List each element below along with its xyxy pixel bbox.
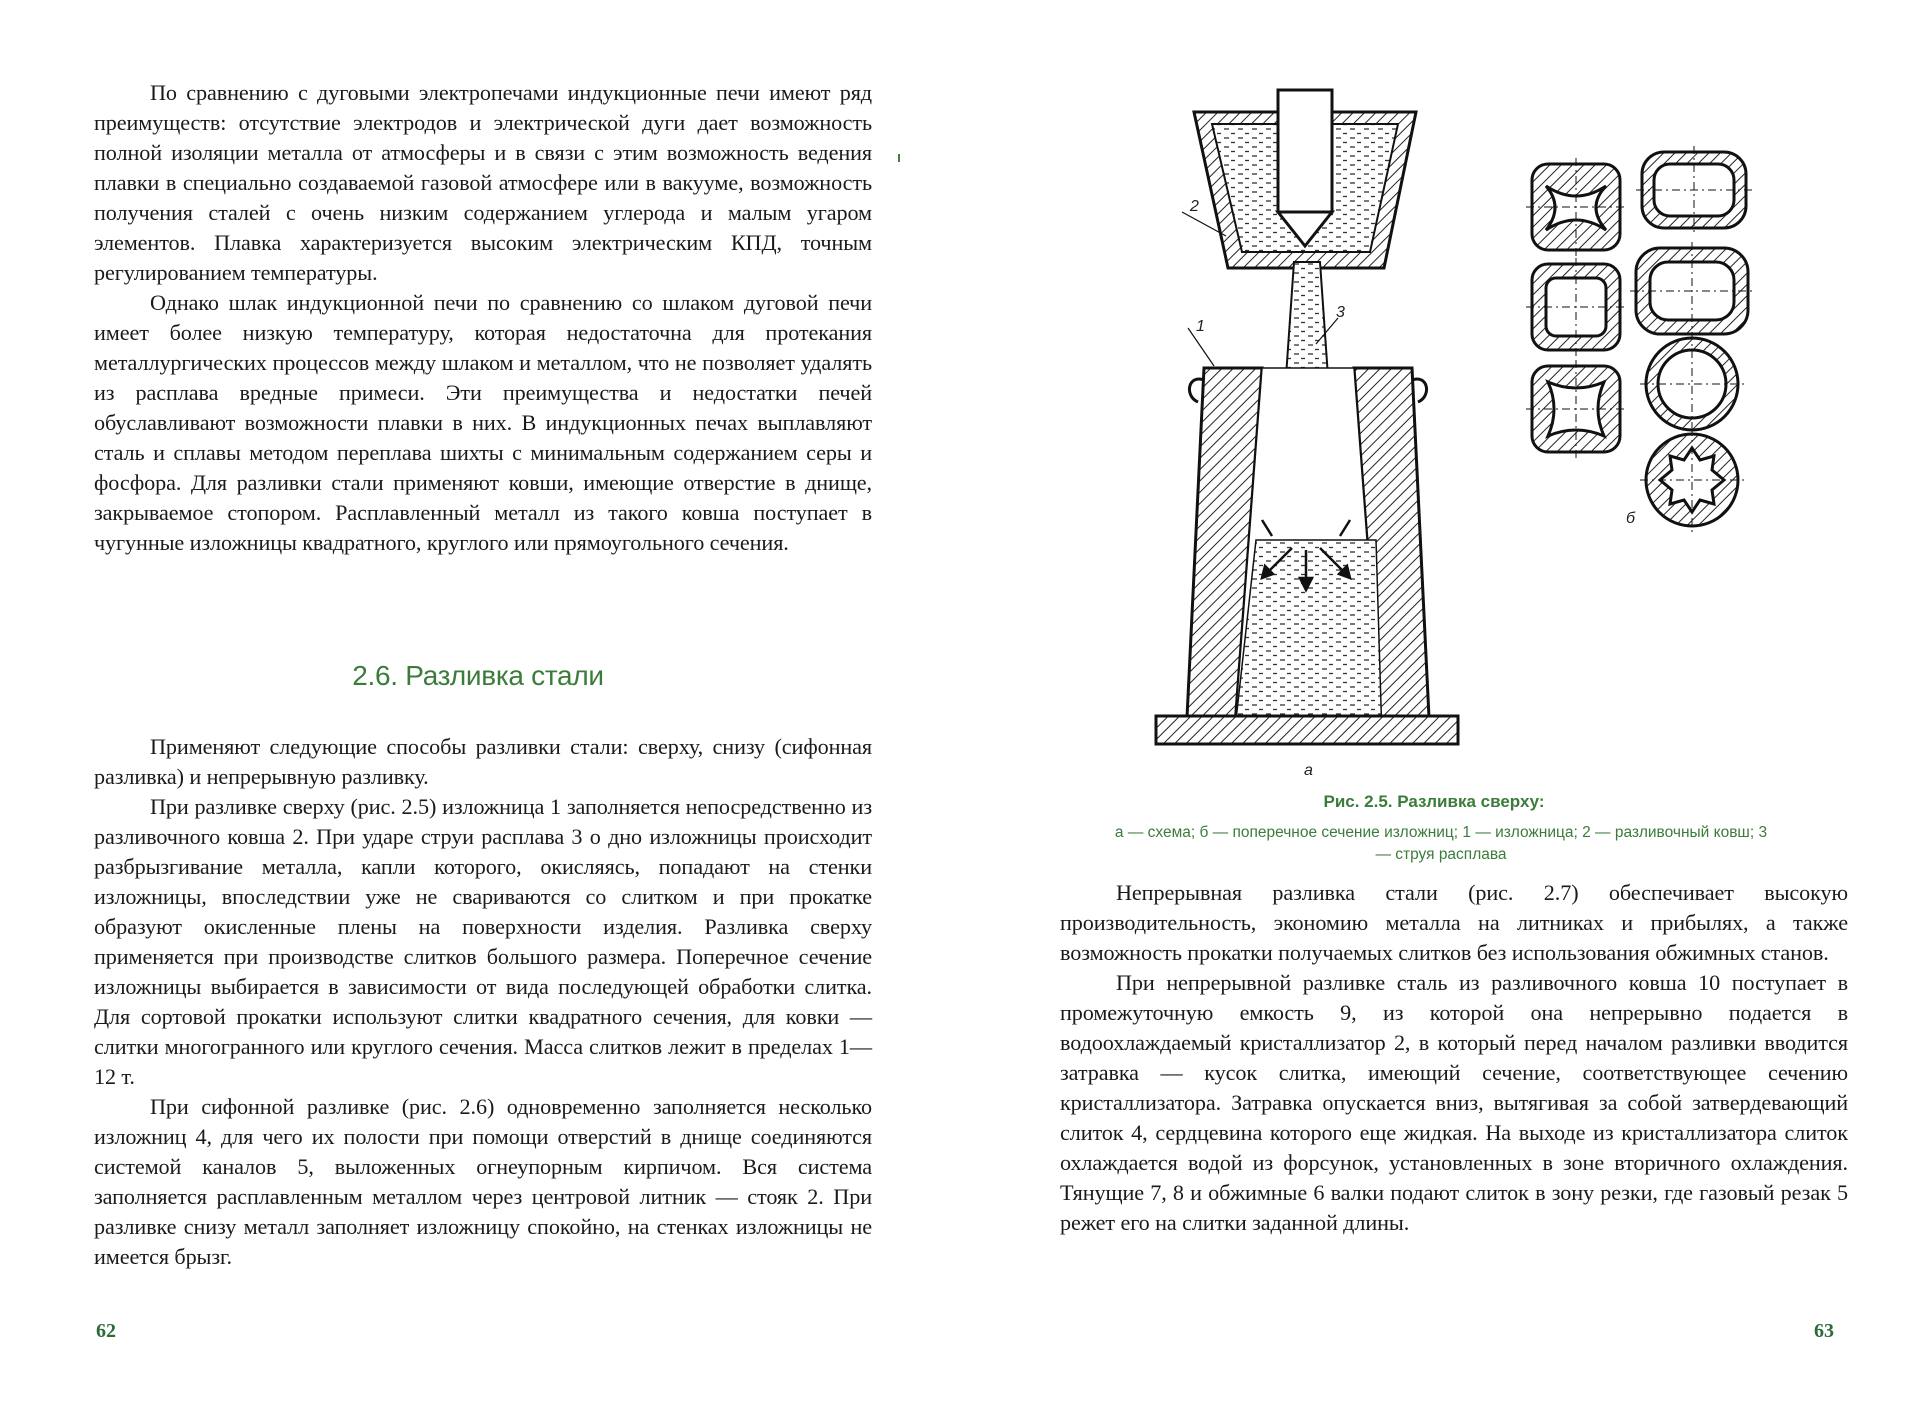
left-text-top [94, 78, 872, 558]
figure-2-5 [956, 0, 1912, 870]
casting-diagram [956, 0, 1912, 790]
section-heading: 2.6. Разливка стали [352, 660, 604, 691]
paragraph: При непрерывной разливке сталь из разливочного ковша 10 поступает в промежуточную емкость 9, из которой она непрерывно подается в водоохлаждаемый кристаллизатор 2, в который перед началом разливки вводится затравка — кусок слитка, имеющий сечение, соответствующее сечению кристаллизатора. Затравка опускается вниз, вытягивая за собой затвердевающий слиток 4, сердцевина которого еще жидкая. На выходе из кристаллизатора слиток охлаждается водой из форсунок, установленных в зоне вторичного охлаждения. Тянущие 7, 8 и обжимные 6 валки подают слиток в зону резки, где газовый резак 5 режет его на слитки заданной длины. [1060, 970, 1848, 1235]
stopper [1278, 90, 1332, 246]
figure-caption-title: Рис. 2.5. Разливка сверху: [1323, 792, 1545, 811]
label-ladle: 2 [1190, 198, 1199, 215]
paragraph: Применяют следующие способы разливки стали: сверху, снизу (сифонная разливка) и непрерывную разливку. [94, 734, 872, 789]
right-text [1060, 878, 1848, 1238]
right-page [956, 0, 1912, 1413]
label-part-a: а [1304, 762, 1313, 779]
left-text-bottom [94, 732, 872, 1272]
gutter-mark [898, 154, 900, 162]
paragraph: Непрерывная разливка стали (рис. 2.7) обеспечивает высокую производительность, экономию металла на литниках и прибылях, а также возможность прокатки получаемых слитков без использования обжимных станов. [1060, 880, 1848, 965]
label-mold: 1 [1196, 318, 1205, 335]
page-number: 63 [1814, 1320, 1834, 1342]
paragraph: При сифонной разливке (рис. 2.6) одновременно заполняется несколько изложниц 4, для чего их полости при помощи отверстий в днище соединяются системой каналов 5, выложенных огнеупорным кирпичом. Вся система заполняется расплавленным металлом через центровой литник — стояк 2. При разливке снизу металл заполняет изложницу спокойно, на стенках изложницы не имеется брызг. [94, 1094, 872, 1269]
label-part-b: б [1626, 510, 1635, 527]
cross-sections [1532, 152, 1748, 526]
paragraph: По сравнению с дуговыми электропечами индукционные печи имеют ряд преимуществ: отсутствие электродов и электрической дуги дает возможность полной изоляции металла от атмосферы и в связи с этим возможность ведения плавки в специально создаваемой газовой атмосфере или в вакууме, возможность получения сталей с очень низким содержанием углерода и малым угаром элементов. Плавка характеризуется высоким электрическим КПД, точным регулированием температуры. [94, 80, 872, 285]
paragraph: При разливке сверху (рис. 2.5) изложница 1 заполняется непосредственно из разливочного ковша 2. При ударе струи расплава 3 о дно изложницы происходит разбрызгивание металла, капли которого, окисляясь, попадают на стенки изложницы, впоследствии уже не свариваются со слитком и при прокатке образуют окисленные плены на поверхности изделия. Разливка сверху применяется при производстве слитков большого размера. Поперечное сечение изложницы выбирается в зависимости от вида последующей обработки слитка. Для сортовой прокатки используют слитки квадратного сечения, для ковки — слитки многогранного или круглого сечения. Масса слитков лежит в пределах 1—12 т. [94, 794, 872, 1089]
paragraph: Однако шлак индукционной печи по сравнению со шлаком дуговой печи имеет более низкую температуру, которая недостаточна для протекания металлургических процессов между шлаком и металлом, что не позволяет удалять из расплава вредные примеси. Эти преимущества и недостатки печей обуславливают возможности плавки в них. В индукционных печах выплавляют сталь и сплавы методом переплава шихты с минимальным содержанием серы и фосфора. Для разливки стали применяют ковши, имеющие отверстие в днище, закрываемое стопором. Расплавленный металл из такого ковша поступает в чугунные изложницы квадратного, круглого или прямоугольного сечения. [94, 290, 872, 555]
figure-caption-body: а — схема; б — поперечное сечение изложниц; 1 — изложница; 2 — разливочный ковш; 3 — струя расплава [1114, 824, 1768, 863]
page-number: 62 [96, 1320, 116, 1342]
label-stream: 3 [1336, 304, 1345, 321]
